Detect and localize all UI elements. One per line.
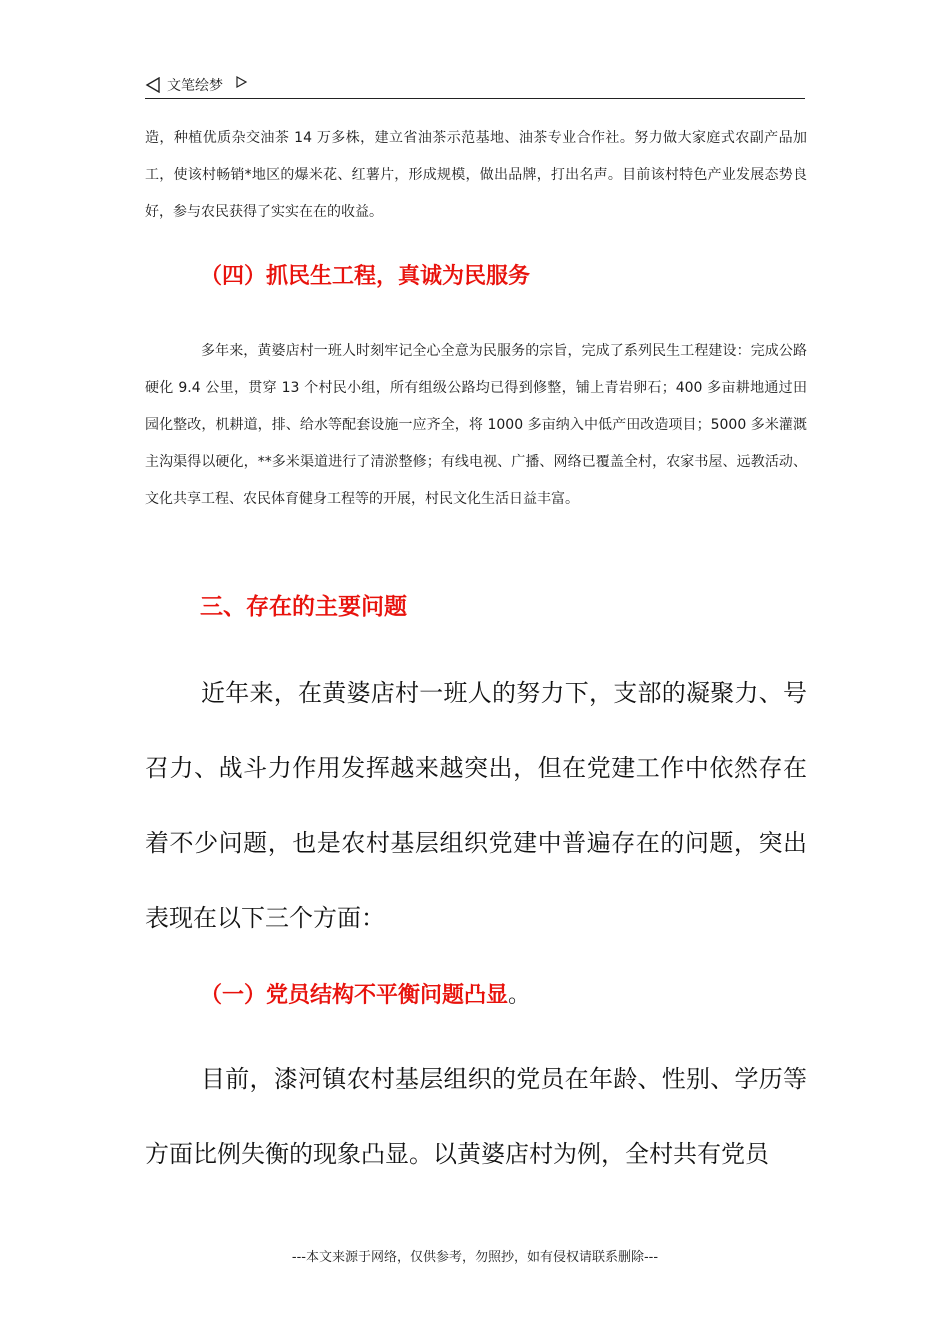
heading-livelihood: （四）抓民生工程，真诚为民服务 — [200, 264, 531, 289]
footer-notice: ---本文来源于网络，仅供参考，勿照抄，如有侵权请联系删除--- — [291, 1250, 659, 1265]
heading-party-structure — [200, 978, 530, 1009]
heading-party-structure-punct: 。 — [508, 983, 531, 1008]
paragraph-problems: 近年来，在黄婆店村一班人的努力下，支部的凝聚力、号召力、战斗力作用发挥越来越突出，但在党建工作中依然存在着不少问题，也是农村基层组织党建中普遍存在的问题，突出表现在以下三个方面： — [145, 679, 807, 932]
heading-party-structure-text: （一）党员结构不平衡问题凸显 — [200, 983, 509, 1008]
header-brand: 文笔绘梦 — [167, 78, 223, 94]
paragraph-livelihood: 多年来，黄婆店村一班人时刻牢记全心全意为民服务的宗旨，完成了系列民生工程建设：完成公路硬化 9.4 公里，贯穿 13 个村民小组，所有组级公路均已得到修整，铺上青岩卵石；400 多亩耕地通过田园化整改，机耕道，排、给水等配套设施一应齐全，将 1000 多亩纳入中低产田改造项目；5000 多米灌溉主沟渠得以硬化，**多米渠道进行了清淤整修；有线电视、广播、网络已覆盖全村，农家书屋、远教活动、文化共享工程、农民体育健身工程等的开展，村民文化生活日益丰富。 — [145, 343, 807, 507]
paragraph-continuation: 造，种植优质杂交油茶 14 万多株，建立省油茶示范基地、油茶专业合作社。努力做大家庭式农副产品加工，使该村畅销*地区的爆米花、红薯片，形成规模，做出品牌，打出名声。目前该村特色产业发展态势良好，参与农民获得了实实在在的收益。 — [145, 130, 807, 220]
triangle-left-outline-icon — [145, 77, 161, 93]
paragraph-party-structure: 目前，漆河镇农村基层组织的党员在年龄、性别、学历等方面比例失衡的现象凸显。以黄婆店村为例，全村共有党员 — [145, 1065, 807, 1168]
triangle-right-outline-icon — [235, 76, 247, 88]
page-header — [145, 72, 805, 99]
heading-main-problems: 三、存在的主要问题 — [200, 594, 407, 620]
